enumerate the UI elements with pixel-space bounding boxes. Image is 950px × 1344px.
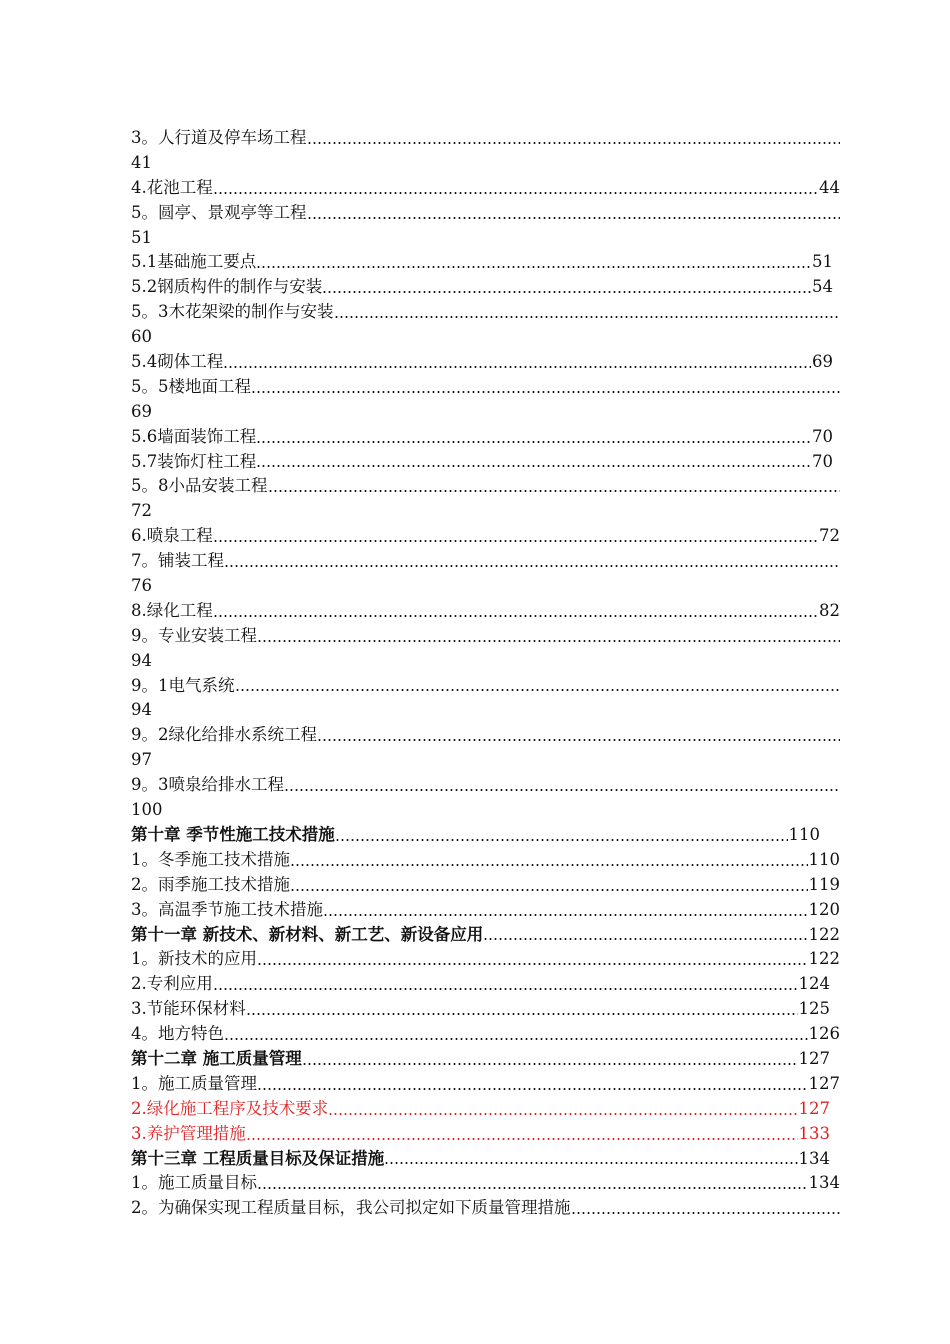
toc-entry [131, 250, 840, 275]
toc-dot-leader [284, 789, 840, 791]
toc-chapter-heading [131, 823, 840, 848]
toc-entry-title: 1。施工质量目标 [131, 1173, 257, 1193]
toc-entry [131, 126, 840, 151]
toc-entry-title: 5。3木花架梁的制作与安装 [131, 302, 334, 322]
toc-page-wrap-line [131, 798, 840, 823]
toc-entry-title: 3。人行道及停车场工程 [131, 128, 307, 147]
toc-entry [131, 275, 840, 300]
toc-page-wrap-line [131, 499, 840, 524]
toc-dot-leader [328, 1113, 797, 1115]
toc-page-number: 51 [811, 250, 833, 275]
toc-dot-leader [268, 490, 841, 492]
toc-entry-title: 6.喷泉工程 [131, 526, 213, 546]
toc-entry-title: 5.7装饰灯柱工程 [131, 451, 257, 471]
toc-entry [131, 450, 840, 475]
toc-entry-title: 1。施工质量管理 [131, 1073, 257, 1093]
toc-entry-title: 8.绿化工程 [131, 600, 213, 620]
toc-dot-leader [307, 217, 841, 219]
toc-entry [131, 375, 840, 400]
toc-page-number: 122 [808, 947, 841, 972]
toc-entry [131, 1022, 840, 1047]
toc-dot-leader [224, 1038, 808, 1040]
toc-page-number: 72 [818, 524, 840, 549]
toc-page-number: 76 [131, 576, 152, 596]
toc-entry [131, 524, 840, 549]
toc-page-number: 70 [811, 450, 833, 475]
toc-dot-leader [384, 1162, 797, 1164]
toc-entry [131, 848, 840, 873]
toc-entry-title: 2.专利应用 [131, 974, 213, 994]
toc-dot-leader [323, 914, 808, 916]
toc-entry-title: 3.养护管理措施 [131, 1123, 246, 1143]
toc-dot-leader [223, 366, 811, 368]
toc-page-number: 110 [788, 823, 821, 848]
toc-entry [131, 773, 840, 798]
toc-page-number: 120 [808, 898, 841, 923]
toc-dot-leader [335, 839, 788, 841]
toc-entry-title: 2.绿化施工程序及技术要求 [131, 1098, 329, 1118]
toc-dot-leader [246, 1138, 798, 1140]
toc-dot-leader [483, 938, 807, 940]
toc-dot-leader [235, 689, 841, 691]
toc-dot-leader [322, 291, 811, 293]
toc-dot-leader [256, 266, 811, 268]
toc-page-number: 110 [808, 848, 841, 873]
toc-entry [131, 300, 840, 325]
toc-entry-title: 3.节能环保材料 [131, 999, 246, 1019]
toc-entry-title: 第十三章 工程质量目标及保证措施 [131, 1148, 385, 1168]
toc-dot-leader [256, 441, 811, 443]
toc-page-number: 69 [811, 350, 833, 375]
toc-entry-title: 5。8小品安装工程 [131, 476, 268, 496]
toc-page-number: 134 [808, 1171, 841, 1196]
toc-dot-leader [213, 540, 818, 542]
toc-dot-leader [213, 192, 818, 194]
toc-entry [131, 474, 840, 499]
toc-entry-title: 第十一章 新技术、新材料、新工艺、新设备应用 [131, 924, 484, 944]
toc-entry-title: 第十章 季节性施工技术措施 [131, 824, 335, 844]
toc-entry-title: 9。1电气系统 [131, 675, 235, 695]
toc-entry-title: 1。冬季施工技术措施 [131, 849, 290, 869]
toc-dot-leader [213, 615, 818, 617]
toc-entry-title: 9。3喷泉给排水工程 [131, 775, 284, 795]
toc-dot-leader [257, 1187, 808, 1189]
toc-chapter-heading [131, 923, 840, 948]
toc-page-wrap-line [131, 698, 840, 723]
toc-entry [131, 1171, 840, 1196]
toc-page-number: 94 [131, 700, 152, 720]
toc-entry-title: 第十二章 施工质量管理 [131, 1048, 302, 1068]
toc-entry [131, 425, 840, 450]
toc-entry-title: 5。圆亭、景观亭等工程 [131, 202, 307, 222]
toc-entry-title: 2。雨季施工技术措施 [131, 874, 290, 894]
toc-page-wrap-line [131, 400, 840, 425]
toc-dot-leader [302, 1063, 798, 1065]
toc-page-number: 72 [131, 501, 152, 521]
toc-entry-title: 7。铺装工程 [131, 551, 224, 571]
toc-dot-leader [256, 465, 811, 467]
toc-page-number: 60 [131, 327, 152, 347]
toc-entry [131, 1097, 840, 1122]
toc-page-number: 70 [811, 425, 833, 450]
toc-page-wrap-line [131, 151, 840, 176]
toc-dot-leader [307, 142, 841, 144]
toc-entry [131, 176, 840, 201]
toc-entry [131, 549, 840, 574]
toc-entry-title: 4。地方特色 [131, 1024, 224, 1044]
toc-dot-leader [251, 391, 840, 393]
toc-page-number: 124 [798, 972, 831, 997]
toc-dot-leader [257, 963, 808, 965]
toc-entry-title: 5.6墙面装饰工程 [131, 426, 257, 446]
toc-page-number: 100 [131, 800, 163, 820]
toc-page-number: 82 [818, 599, 840, 624]
toc-dot-leader [290, 889, 808, 891]
toc-entry-title: 5.4砌体工程 [131, 352, 224, 372]
toc-page-number: 134 [798, 1147, 831, 1172]
toc-page-wrap-line [131, 748, 840, 773]
toc-entry [131, 997, 840, 1022]
toc-dot-leader [213, 988, 798, 990]
toc-dot-leader [571, 1212, 841, 1214]
toc-dot-leader [246, 1013, 798, 1015]
table-of-contents [131, 126, 840, 1221]
toc-page-wrap-line [131, 649, 840, 674]
toc-page-number: 51 [131, 227, 152, 247]
toc-entry-title: 9。专业安装工程 [131, 625, 257, 645]
toc-dot-leader [224, 565, 840, 567]
toc-dot-leader [257, 1088, 808, 1090]
toc-page-number: 126 [808, 1022, 841, 1047]
toc-dot-leader [334, 316, 841, 318]
toc-entry-title: 1。新技术的应用 [131, 949, 257, 969]
toc-entry [131, 674, 840, 699]
toc-entry-title: 5。5楼地面工程 [131, 376, 251, 396]
toc-entry [131, 947, 840, 972]
toc-entry [131, 599, 840, 624]
toc-entry [131, 624, 840, 649]
toc-chapter-heading [131, 1047, 840, 1072]
toc-entry [131, 898, 840, 923]
toc-page-wrap-line [131, 226, 840, 251]
toc-dot-leader [317, 739, 840, 741]
toc-page-number: 127 [798, 1097, 831, 1122]
toc-entry-title: 5.2钢质构件的制作与安装 [131, 277, 323, 297]
toc-entry [131, 350, 840, 375]
toc-page-number: 133 [798, 1122, 831, 1147]
toc-entry-title: 9。2绿化给排水系统工程 [131, 725, 317, 745]
toc-page-number: 94 [131, 650, 152, 670]
toc-dot-leader [257, 640, 840, 642]
toc-page-number: 41 [131, 152, 152, 172]
toc-page-number: 127 [808, 1072, 841, 1097]
toc-page-number: 69 [131, 401, 152, 421]
toc-entry [131, 972, 840, 997]
toc-page-number: 97 [131, 750, 152, 770]
toc-chapter-heading [131, 1147, 840, 1172]
toc-page-number: 125 [798, 997, 831, 1022]
toc-dot-leader [290, 864, 808, 866]
toc-page-number: 122 [808, 923, 841, 948]
toc-entry [131, 1196, 840, 1221]
toc-page-number: 119 [808, 873, 841, 898]
toc-entry [131, 201, 840, 226]
toc-page-wrap-line [131, 325, 840, 350]
toc-page-number: 54 [811, 275, 833, 300]
toc-entry-title: 4.花池工程 [131, 177, 213, 197]
toc-entry-title: 5.1基础施工要点 [131, 252, 257, 272]
toc-page-wrap-line [131, 574, 840, 599]
toc-page-number: 44 [818, 176, 840, 201]
toc-entry-title: 2。为确保实现工程质量目标，我公司拟定如下质量管理措施 [131, 1198, 571, 1218]
toc-entry [131, 723, 840, 748]
toc-entry [131, 1122, 840, 1147]
toc-entry-title: 3。高温季节施工技术措施 [131, 899, 323, 919]
toc-entry [131, 873, 840, 898]
toc-entry [131, 1072, 840, 1097]
toc-page-number: 127 [798, 1047, 831, 1072]
